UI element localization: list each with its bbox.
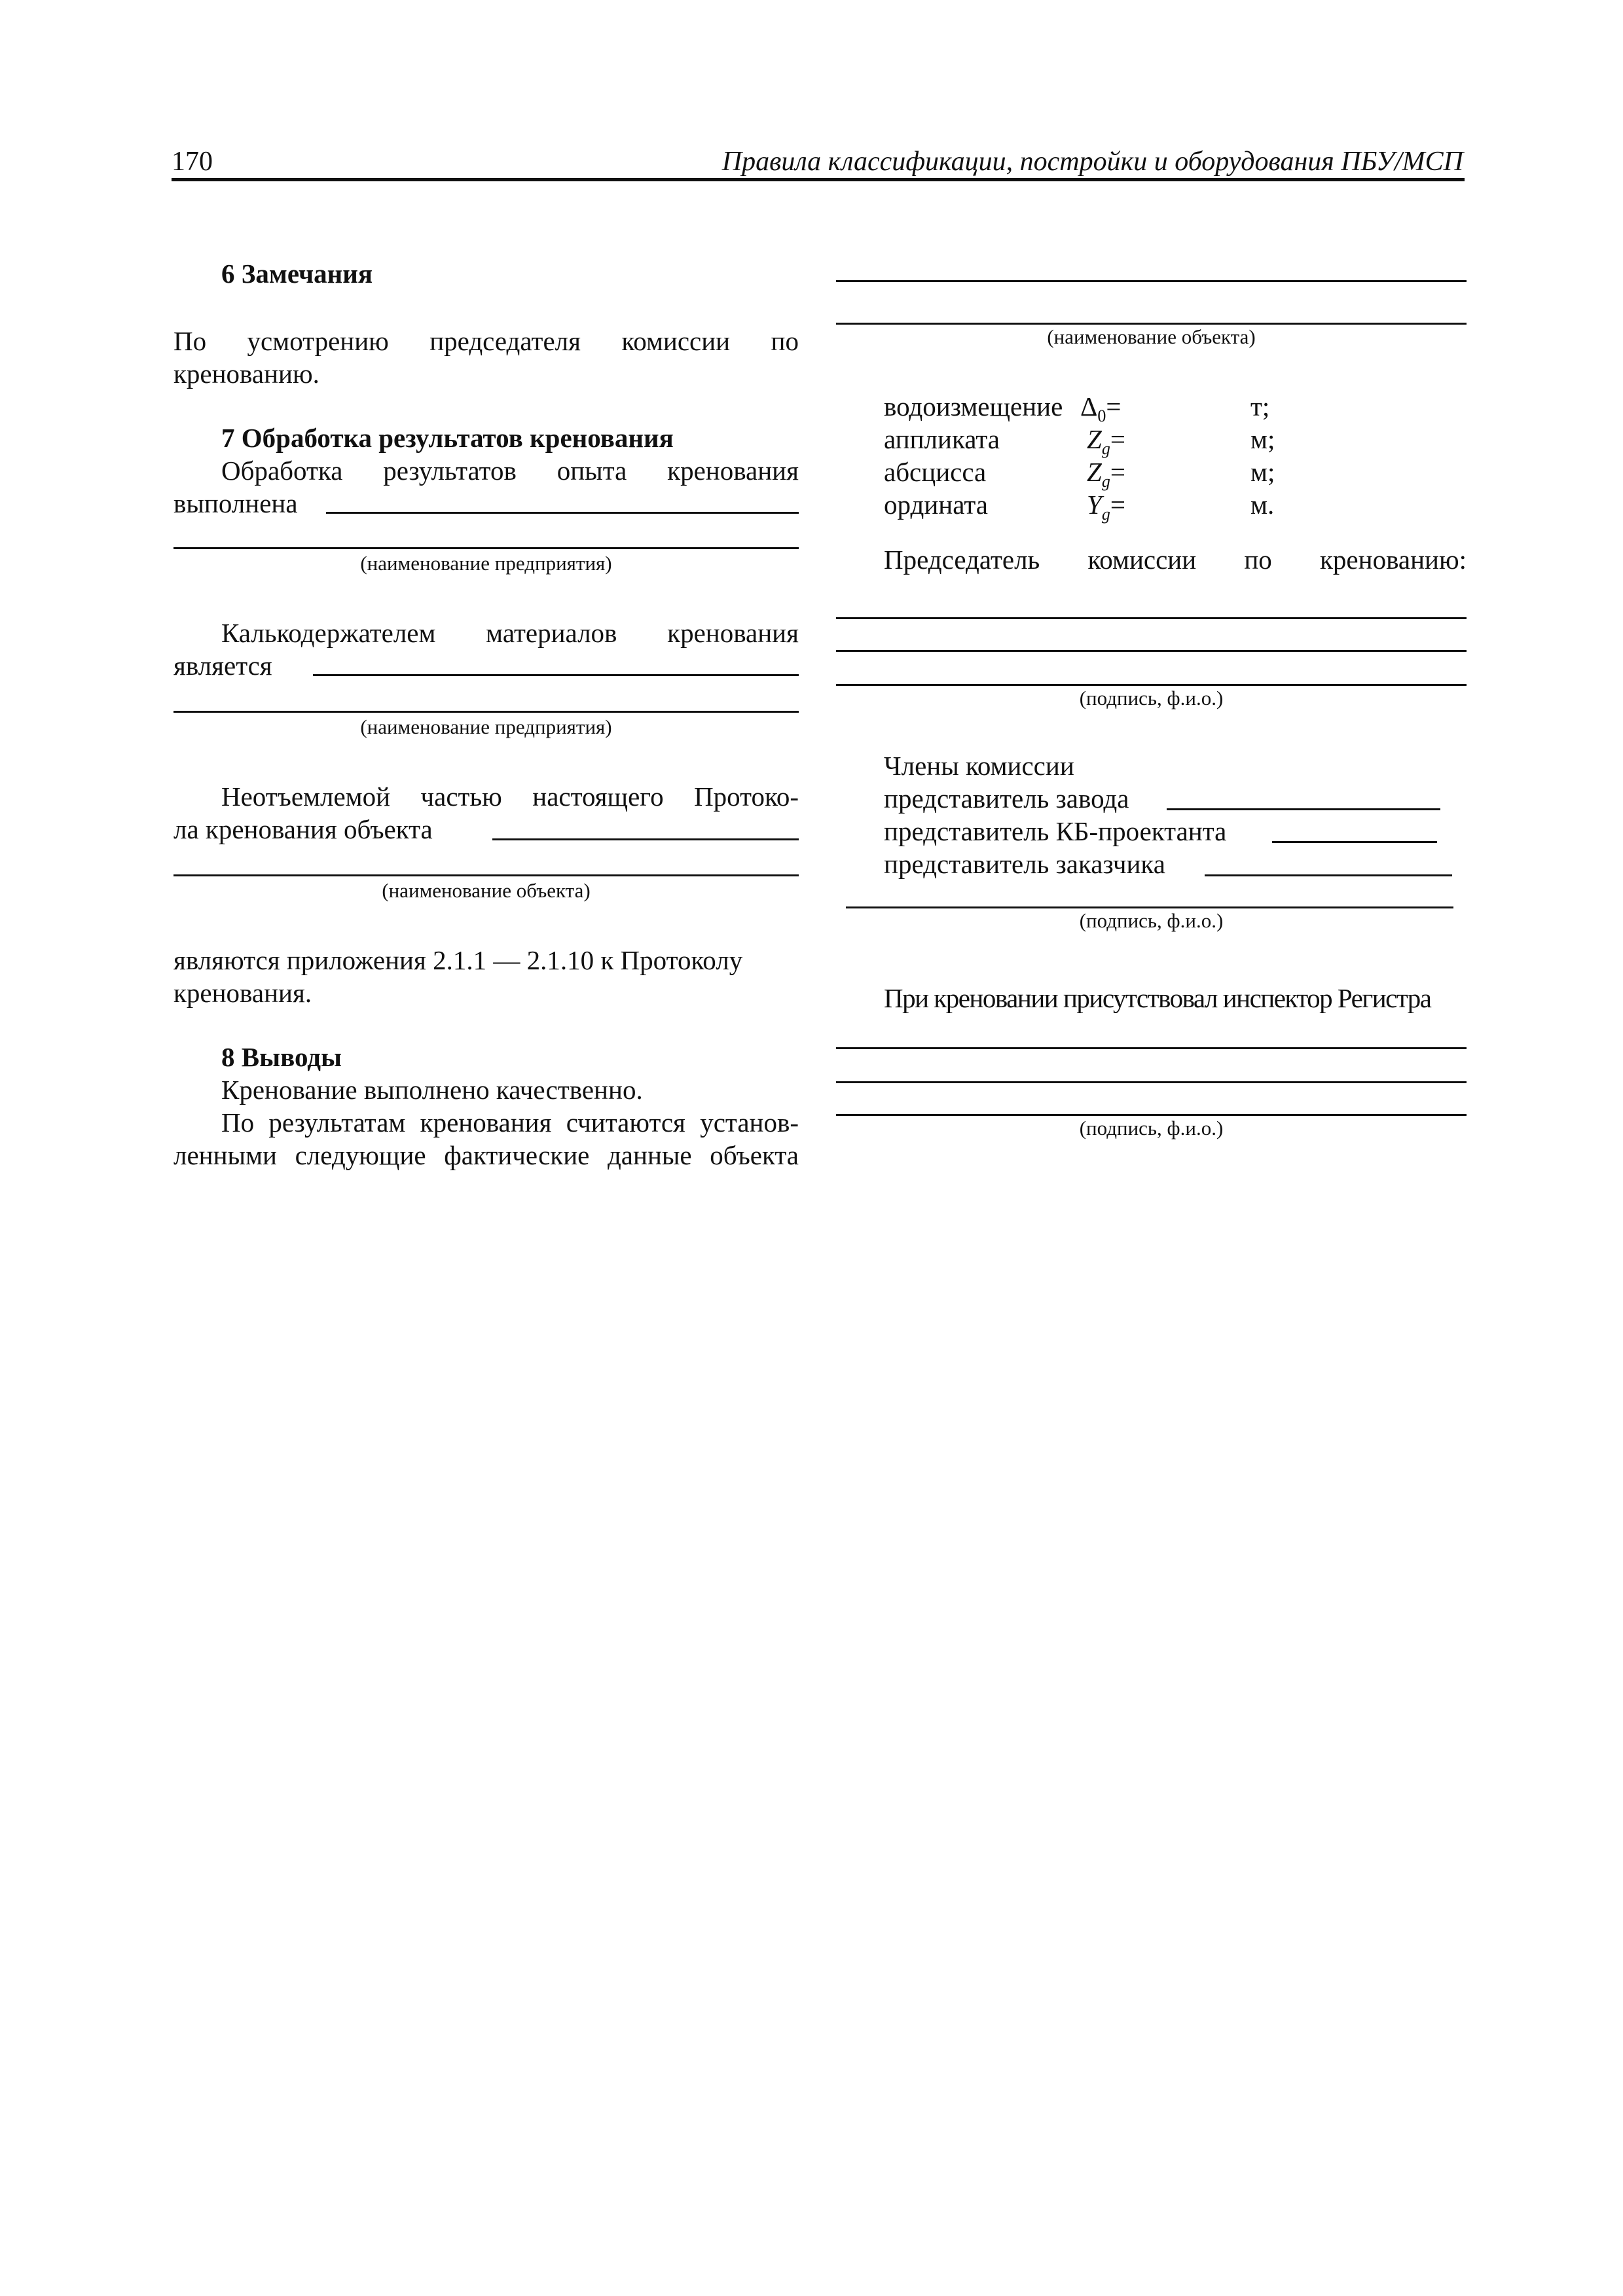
enterprise-fill-line-2 [173,547,799,549]
section-6-text-line-2: кренованию. [173,359,319,389]
object-name-line-1 [836,280,1467,282]
kalko-text-line-1: Калькодержателем материалов кренования [221,618,799,648]
enterprise-caption-2: (наименование предприятия) [360,715,612,738]
kalko-fill-line-2 [173,711,799,713]
integral-text-line-1: Неотъемлемой частью настоящего Протоко- [221,781,799,812]
param-symbol: Δ [1080,391,1098,422]
member-customer-label: представитель заказчика [884,849,1165,879]
param-row-abscissa [884,456,1303,492]
chairman-label: Председатель комиссии по кренованию: [884,545,1467,575]
section-6-text-line-1: По усмотрению председателя комиссии по [173,326,799,356]
param-subscript: 0 [1097,406,1106,426]
chairman-line-2 [836,650,1467,652]
integral-text-line-2: ла кренования объекта [173,814,433,844]
param-unit: т; [1250,391,1270,422]
members-title: Члены комиссии [884,751,1074,781]
kalko-text-line-2: является [173,651,272,681]
param-equals: = [1110,424,1125,454]
section-8-line-3: ленными следующие фактические данные объекта [173,1140,799,1170]
enterprise-caption-1: (наименование предприятия) [360,552,612,575]
param-row-applicate [884,423,1303,459]
object-fill-line-2 [173,874,799,876]
member-customer-line [1205,874,1452,876]
param-label: абсцисса [884,457,987,487]
param-label: водоизмещение [884,391,1063,422]
inspector-line-2 [836,1081,1467,1083]
member-design-line [1272,841,1437,843]
param-symbol: Z [1087,424,1102,454]
inspector-line-3 [836,1114,1467,1116]
param-symbol: Y [1087,490,1102,520]
section-6-title: 6 Замечания [221,259,373,289]
inspector-line-1 [836,1047,1467,1049]
member-factory-line [1167,808,1440,810]
section-7-text-line-1: Обработка результатов опыта кренования [221,456,799,486]
running-title: Правила классификации, постройки и оборудования ПБУ/МСП [721,147,1463,177]
member-design-label: представитель КБ-проектанта [884,816,1227,846]
enterprise-fill-line [326,512,799,514]
signature-caption-1: (подпись, ф.и.о.) [1079,687,1224,709]
param-unit: м. [1250,490,1275,520]
members-signature-line [846,906,1453,908]
appendix-text-line-1: являются приложения 2.1.1 — 2.1.10 к Протоколу [173,945,743,975]
object-caption-left: (наименование объекта) [382,879,591,902]
section-8-line-1: Кренование выполнено качественно. [221,1075,643,1105]
object-caption-right: (наименование объекта) [1047,325,1256,348]
param-equals: = [1106,391,1122,422]
chairman-line-1 [836,617,1467,619]
inspector-label: При креновании присутствовал инспектор Регистра [884,983,1431,1013]
section-8-line-2: По результатам кренования считаются установ- [221,1107,799,1138]
kalko-fill-line [313,674,799,676]
section-7-text-line-2: выполнена [173,488,298,518]
object-fill-line [492,838,799,840]
param-row-displacement [884,390,1303,426]
param-unit: м; [1250,457,1275,487]
param-label: аппликата [884,424,1000,454]
page-number: 170 [172,147,213,177]
param-subscript: g [1101,439,1110,459]
signature-caption-2: (подпись, ф.и.о.) [1079,909,1224,932]
header-rule [172,178,1465,181]
chairman-line-3 [836,684,1467,686]
appendix-text-line-2: кренования. [173,978,312,1008]
object-name-line-2 [836,323,1467,325]
param-unit: м; [1250,424,1275,454]
section-7-title: 7 Обработка результатов кренования [221,423,674,453]
param-equals: = [1110,490,1125,520]
param-row-ordinate [884,488,1303,524]
param-equals: = [1110,457,1125,487]
param-subscript: g [1101,505,1110,524]
param-label: ордината [884,490,988,520]
section-8-title: 8 Выводы [221,1042,342,1072]
signature-caption-3: (подпись, ф.и.о.) [1079,1117,1224,1139]
member-factory-label: представитель завода [884,783,1129,814]
param-symbol: Z [1087,457,1102,487]
param-subscript: g [1101,472,1110,492]
